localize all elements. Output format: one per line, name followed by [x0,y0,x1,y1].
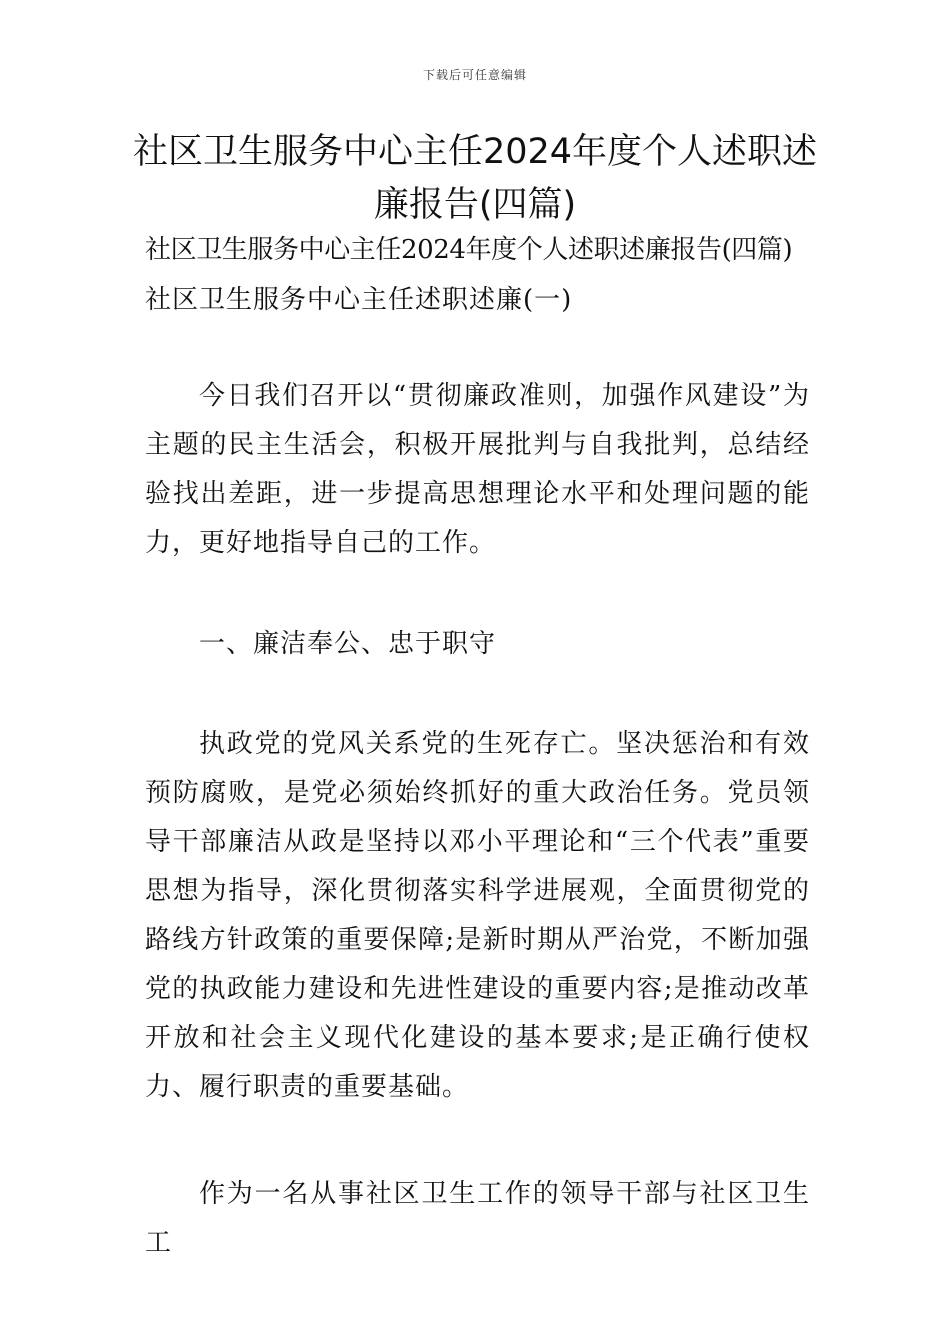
section-title: 社区卫生服务中心主任述职述廉(一) [145,285,573,315]
intro-paragraph: 今日我们召开以“贯彻廉政准则，加强作风建设”为主题的民主生活会，积极开展批判与自我批判，总结经验找出差距，进一步提高思想理论水平和处理问题的能力，更好地指导自己的工作。 [145,381,810,558]
heading-one: 一、廉洁奉公、忠于职守 [199,629,497,659]
body-paragraph-two: 作为一名从事社区卫生工作的领导干部与社区卫生工 [145,1179,810,1258]
header-note: 下载后可任意编辑 [422,68,527,82]
subtitle-line: 社区卫生服务中心主任2024年度个人述职述廉报告(四篇) [145,235,793,265]
body-paragraph-one: 执政党的党风关系党的生死存亡。坚决惩治和有效预防腐败，是党必须始终抓好的重大政治任务。党员领导干部廉洁从政是坚持以邓小平理论和“三个代表”重要思想为指导，深化贯彻落实科学进展观，全面贯彻党的路线方针政策的重要保障;是新时期从严治党，不断加强党的执政能力建设和先进性建设的重要内容;是推动改革开放和社会主义现代化建设的基本要求;是正确行使权力、履行职责的重要基础。 [145,729,810,1102]
document-title: 社区卫生服务中心主任2024年度个人述职述廉报告(四篇) [132,132,818,225]
